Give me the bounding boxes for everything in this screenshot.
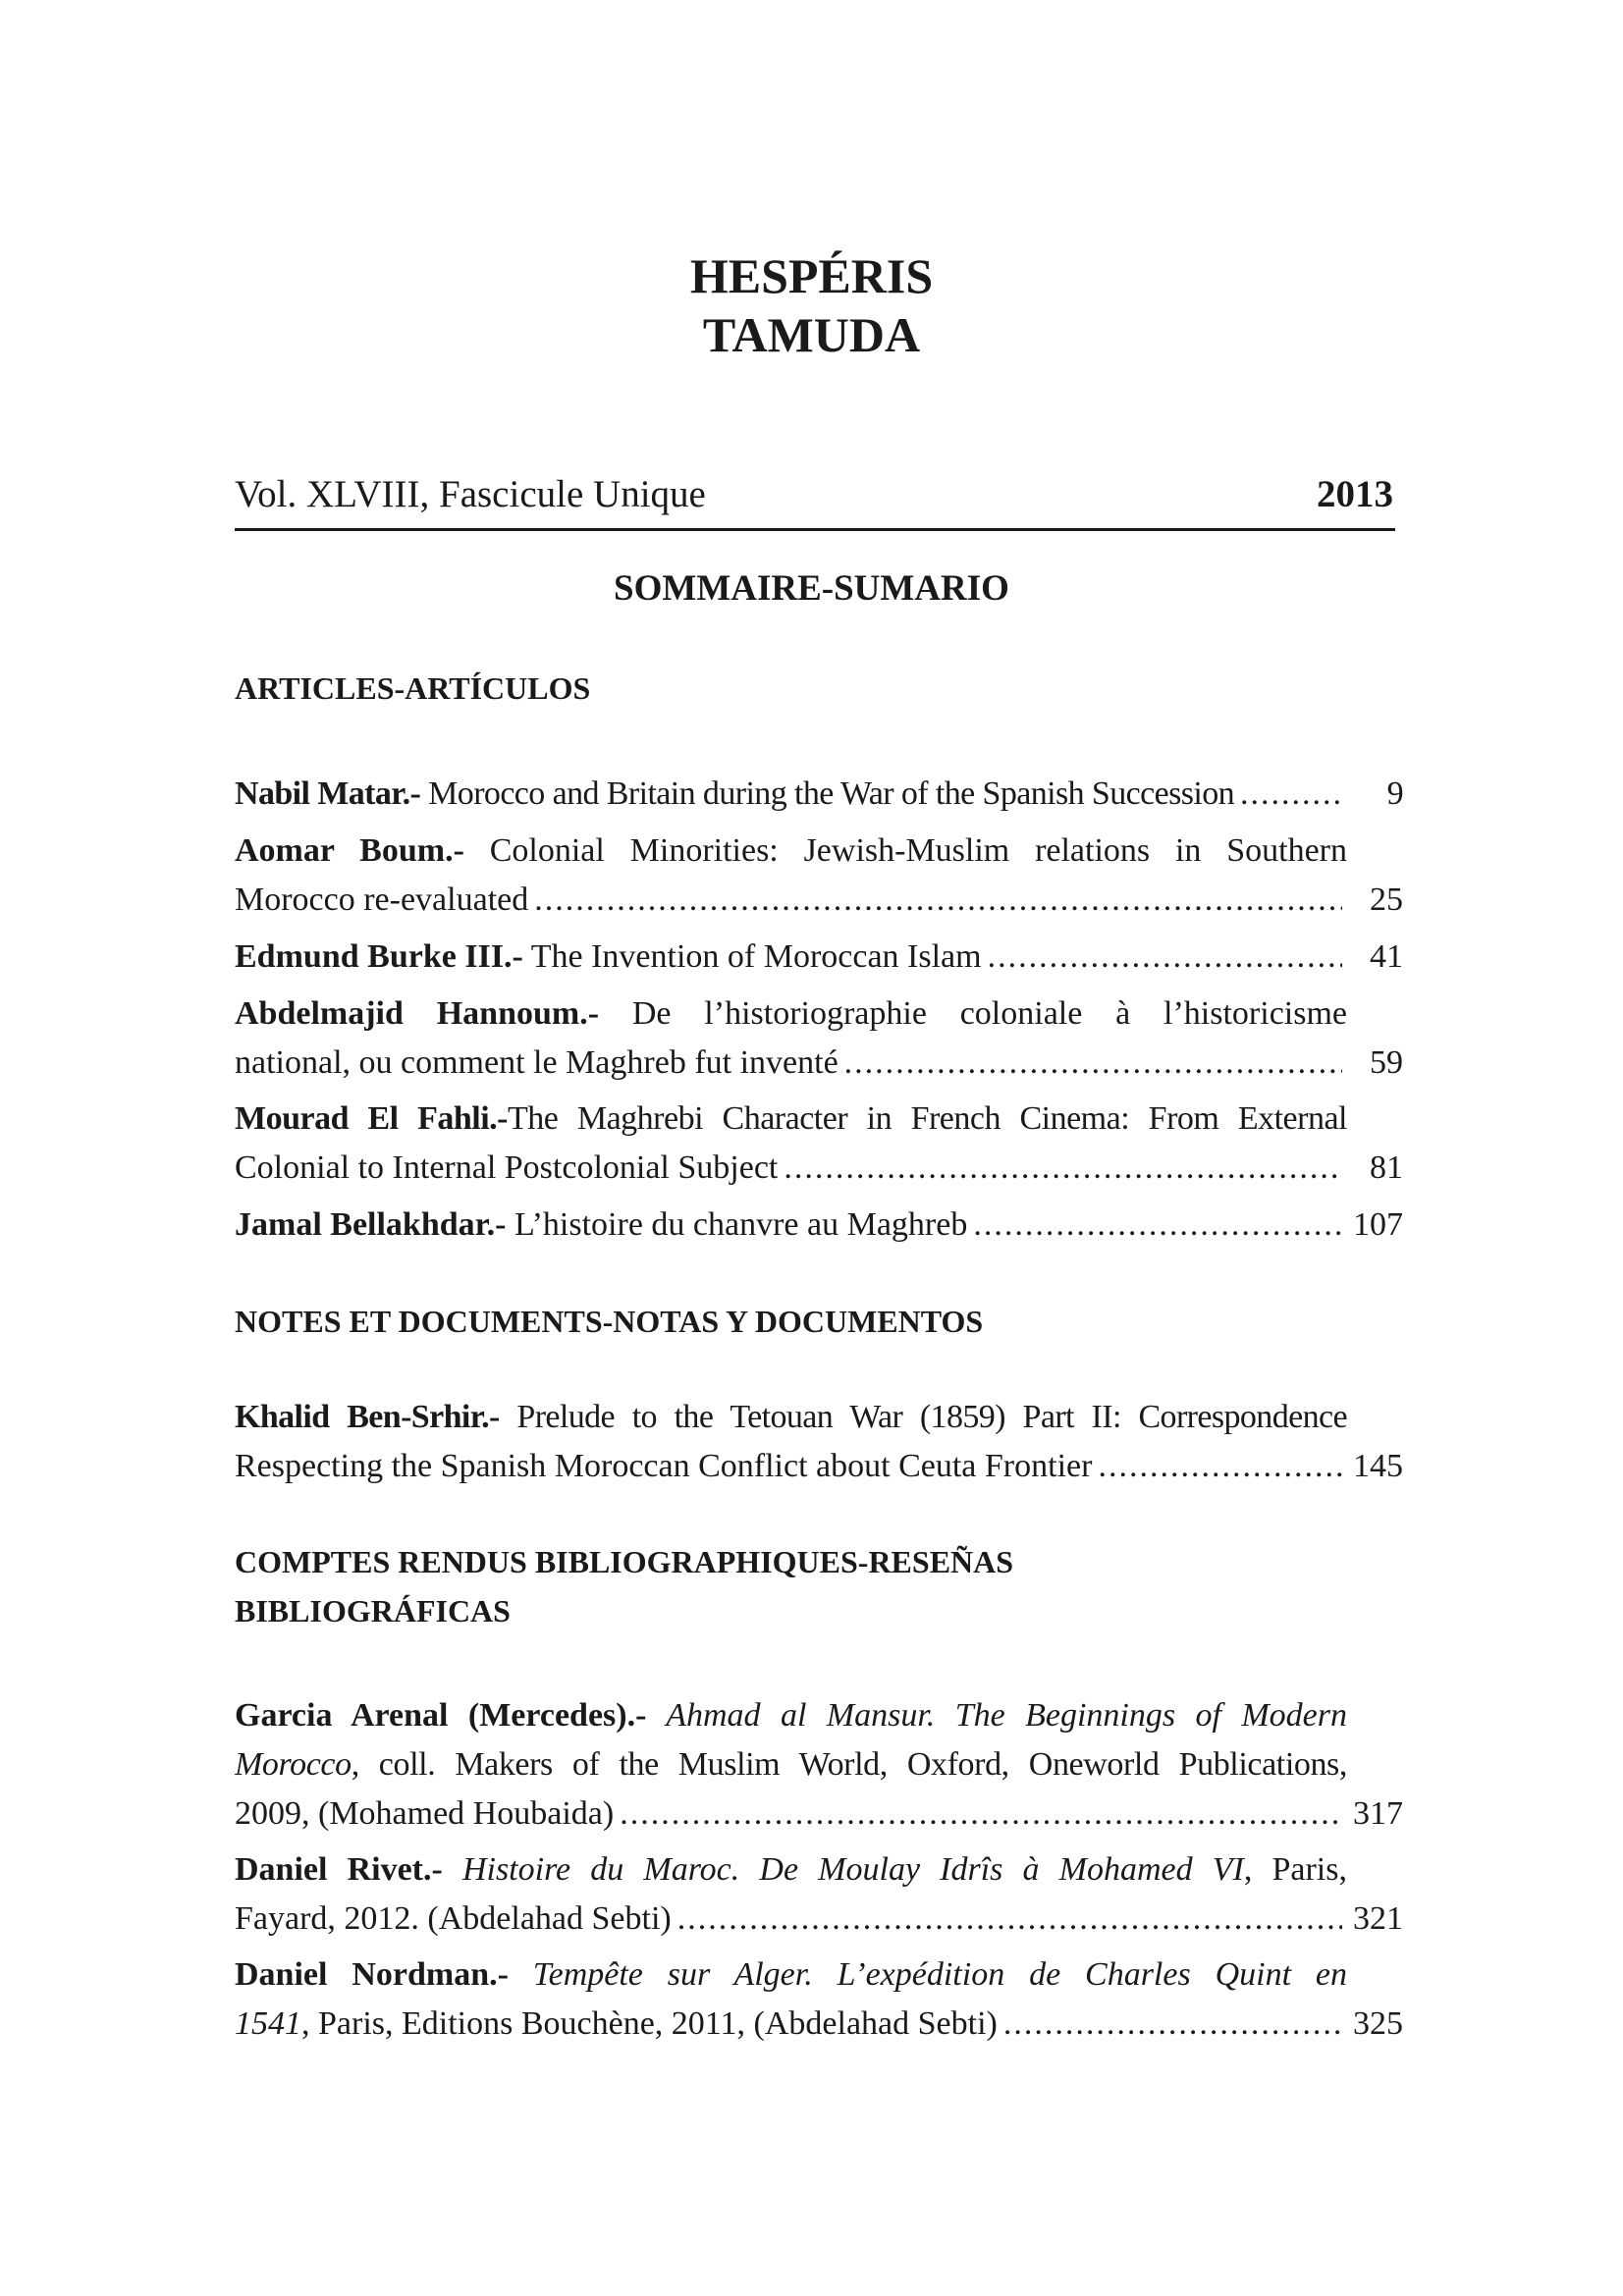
section-heading-notes: NOTES ET DOCUMENTS-NOTAS Y DOCUMENTOS [235,1304,984,1339]
section-heading-reviews-line2: BIBLIOGRÁFICAS [235,1593,511,1629]
entry-title-line1: Prelude to the Tetouan War (1859) Part II: Correspondence [499,1399,1347,1435]
entry-title-line2: Morocco re-evaluated [235,881,529,918]
entry-page-number: 41 [1370,938,1403,975]
entry-author: Daniel Nordman.- [235,1956,509,1993]
journal-title-line2: TAMUDA [702,307,921,362]
entry-title: The Invention of Moroccan Islam [522,938,982,975]
entry-page-number: 317 [1353,1795,1403,1832]
journal-title-line1: HESPÉRIS [689,248,934,303]
entry-author: Abdelmajid Hannoum.- [235,995,600,1032]
toc-entry[interactable] [235,827,1403,925]
entry-title: Morocco and Britain during the War of the Spanish Succession [420,775,1235,812]
entry-page-number: 25 [1370,881,1403,918]
entry-reviewer: 2009, (Mohamed Houbaida) [235,1795,615,1832]
entry-page-number: 59 [1370,1044,1403,1081]
entry-author: Khalid Ben-Srhir.- [235,1399,500,1435]
entry-author: Mourad El Fahli.- [235,1100,508,1137]
entry-page-number: 81 [1370,1149,1403,1186]
dot-leader [784,1144,1342,1193]
entry-publication: , coll. Makers of the Muslim World, Oxford, Oneworld Publications, [351,1746,1347,1783]
entry-title-italic: Morocco [235,1746,352,1783]
entry-page-number: 9 [1386,775,1403,812]
toc-entry[interactable] [235,1393,1403,1491]
entry-title-italic: Ahmad al Mansur. The Beginnings of Modern [646,1697,1347,1734]
toc-entry[interactable] [235,1691,1403,1839]
entry-reviewer: Fayard, 2012. (Abdelahad Sebti) [235,1900,672,1937]
entry-title-line2: Colonial to Internal Postcolonial Subject [235,1149,779,1186]
dot-leader [1003,2000,1342,2049]
toc-entry[interactable] [235,1845,1403,1944]
entry-page-number: 107 [1353,1206,1403,1243]
entry-title-line1: Colonial Minorities: Jewish-Muslim relations in Southern [463,832,1347,869]
volume-year: 2013 [1317,473,1393,515]
entry-publication: , Paris, [1243,1851,1347,1888]
entry-title-line2: national, ou comment le Maghreb fut inventé [235,1044,839,1081]
header-rule [235,528,1395,531]
section-heading-reviews-line1: COMPTES RENDUS BIBLIOGRAPHIQUES-RESEÑAS [235,1544,1014,1579]
dot-leader [677,1895,1342,1944]
dot-leader [973,1201,1342,1250]
dot-leader [534,876,1342,925]
entry-publication: , Paris, Editions Bouchène, 2011, (Abdelahad Sebti) [301,2005,998,2042]
dot-leader [988,933,1342,982]
section-heading-articles: ARTICLES-ARTÍCULOS [235,670,591,706]
volume-header [235,469,1393,520]
entry-page-number: 145 [1353,1448,1403,1484]
entry-page-number: 325 [1353,2005,1403,2042]
entry-author: Nabil Matar.- [235,775,421,812]
entry-author: Edmund Burke III.- [235,938,523,975]
entry-title-italic: Histoire du Maroc. De Moulay Idrîs à Mohamed VI [442,1851,1244,1888]
entry-title-italic: 1541 [235,2005,301,2042]
toc-entry[interactable] [235,989,1403,1088]
volume-label: Vol. XLVIII, Fascicule Unique [235,473,706,515]
entry-title-line1: The Maghrebi Character in French Cinema: From External [508,1100,1347,1137]
dot-leader [1098,1442,1342,1491]
toc-entry[interactable] [235,1201,1403,1250]
dot-leader [844,1039,1342,1088]
entry-author: Garcia Arenal (Mercedes).- [235,1697,647,1734]
entry-author: Daniel Rivet.- [235,1851,443,1888]
entry-title-line1: De l’historiographie coloniale à l’historicisme [599,995,1347,1032]
dot-leader [620,1789,1342,1839]
entry-title-line2: Respecting the Spanish Moroccan Conflict about Ceuta Frontier [235,1448,1093,1484]
dot-leader [1240,770,1342,819]
entry-author: Jamal Bellakhdar.- [235,1206,507,1243]
entry-title: L’histoire du chanvre au Maghreb [506,1206,968,1243]
toc-entry[interactable] [235,770,1403,819]
toc-entry[interactable] [235,933,1403,982]
entry-title-italic: Tempête sur Alger. L’expédition de Charles Quint en [508,1956,1347,1993]
summary-title: SOMMAIRE-SUMARIO [614,568,1009,609]
toc-entry[interactable] [235,1950,1403,2049]
entry-page-number: 321 [1353,1900,1403,1937]
entry-author: Aomar Boum.- [235,832,464,869]
toc-entry[interactable] [235,1095,1403,1193]
